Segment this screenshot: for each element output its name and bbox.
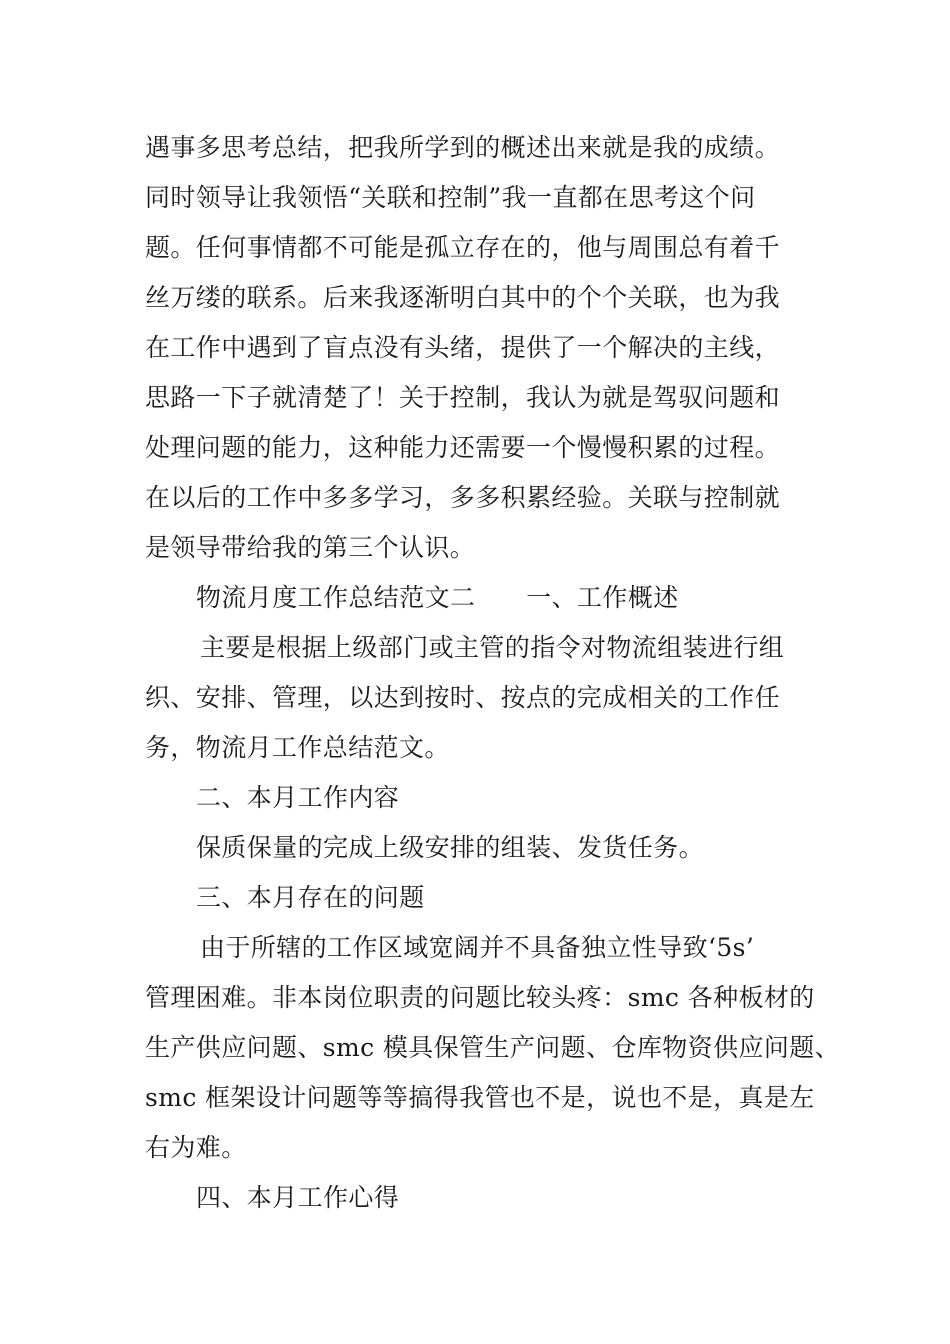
section-heading: 物流月度工作总结范文二 一、工作概述: [196, 583, 679, 612]
text-line: 务，物流月工作总结范文。: [145, 733, 450, 762]
text-line: 生产供应问题、smc 模具保管生产问题、仓库物资供应问题、: [145, 1033, 841, 1062]
text-line: 丝万缕的联系。后来我逐渐明白其中的个个关联，也为我: [145, 283, 781, 312]
text-line: 由于所辖的工作区域宽阔并不具备独立性导致‘5s’: [200, 933, 755, 962]
text-line: 思路一下子就清楚了！关于控制，我认为就是驾驭问题和: [145, 383, 781, 412]
text-line: 是领导带给我的第三个认识。: [145, 533, 476, 562]
text-line: 保质保量的完成上级安排的组装、发货任务。: [196, 833, 705, 862]
text-line: 处理问题的能力，这种能力还需要一个慢慢积累的过程。: [145, 433, 781, 462]
text-line: 题。任何事情都不可能是孤立存在的，他与周围总有着千: [145, 233, 781, 262]
section-heading: 四、本月工作心得: [196, 1183, 400, 1212]
text-line: 主要是根据上级部门或主管的指令对物流组装进行组: [200, 633, 785, 662]
text-line: 在工作中遇到了盲点没有头绪，提供了一个解决的主线，: [145, 333, 781, 362]
text-line: smc 框架设计问题等等搞得我管也不是，说也不是，真是左: [145, 1083, 815, 1112]
section-heading: 二、本月工作内容: [196, 783, 400, 812]
text-line: 在以后的工作中多多学习，多多积累经验。关联与控制就: [145, 483, 781, 512]
text-line: 管理困难。非本岗位职责的问题比较头疼：smc 各种板材的: [145, 983, 815, 1012]
text-line: 织、安排、管理，以达到按时、按点的完成相关的工作任: [145, 683, 781, 712]
text-line: 同时领导让我领悟“关联和控制”我一直都在思考这个问: [145, 183, 756, 212]
text-line: 遇事多思考总结，把我所学到的概述出来就是我的成绩。: [145, 133, 781, 162]
text-line: 右为难。: [145, 1133, 247, 1162]
section-heading: 三、本月存在的问题: [196, 883, 425, 912]
